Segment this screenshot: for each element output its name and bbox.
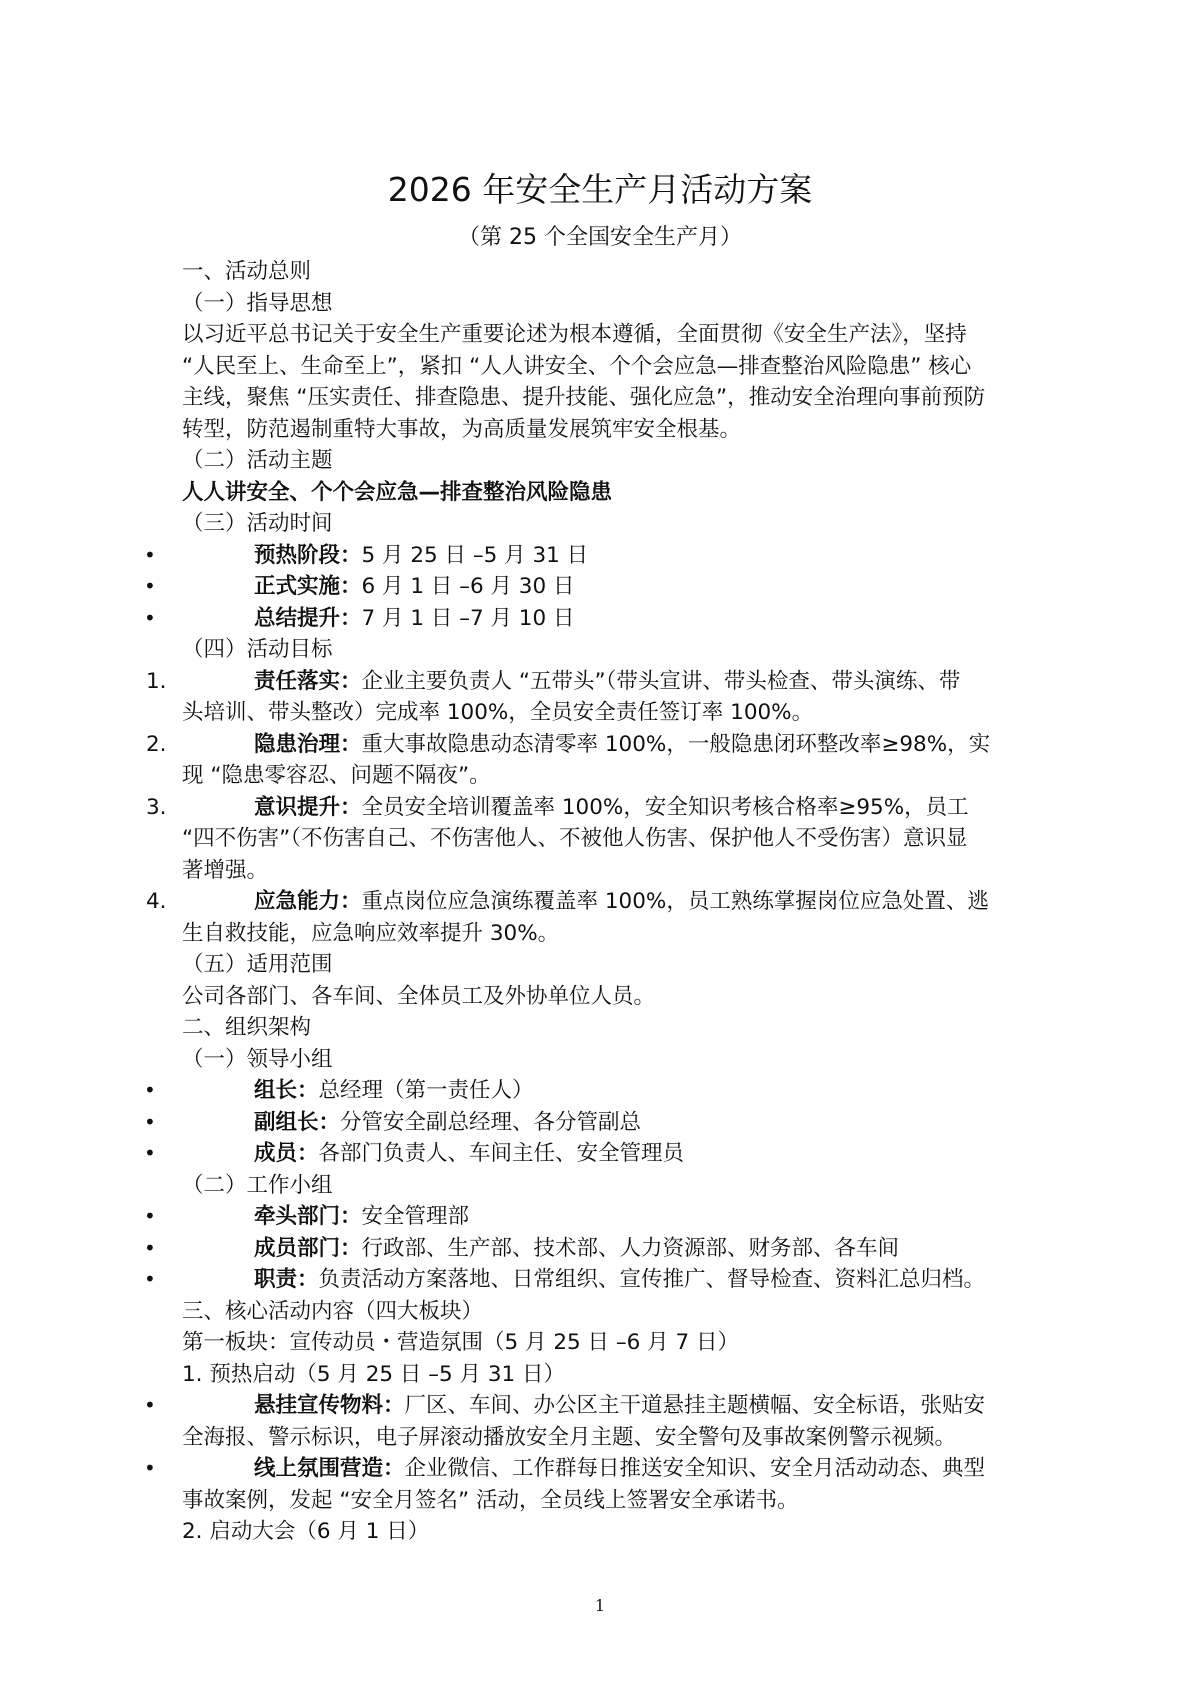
- item-text: 7 月 1 日 –7 月 10 日: [361, 605, 575, 631]
- item-continuation-line: “四不伤害”（不伤害自己、不伤害他人、不被他人伤害、保护他人不受伤害）意识显: [182, 826, 968, 851]
- bullet-icon: •: [144, 1456, 156, 1480]
- paragraph-line: 以习近平总书记关于安全生产重要论述为根本遵循，全面贯彻《安全生产法》，坚持: [182, 322, 967, 347]
- item-first-line: [182, 792, 1027, 824]
- item-continuation-line: 事故案例，发起 “安全月签名” 活动，全员线上签署安全承诺书。: [182, 1487, 799, 1513]
- bullet-icon: •: [144, 605, 156, 630]
- item-text: 负责活动方案落地、日常组织、宣传推广、督导检查、资料汇总归档。: [318, 1267, 986, 1292]
- item-label: 应急能力：: [254, 889, 362, 914]
- item-text: 5 月 25 日 –5 月 31 日: [361, 542, 589, 568]
- bullet-icon: •: [144, 1141, 156, 1165]
- paragraph-line: 转型，防范遏制重特大事故，为高质量发展筑牢安全根基。: [182, 416, 742, 442]
- paragraph-line: “人民至上、生命至上”，紧扣 “人人讲安全、个个会应急—排查整治风险隐患” 核心: [182, 353, 972, 379]
- bullet-item: [144, 571, 1027, 603]
- list-number: 3.: [146, 794, 167, 820]
- item-text: 分管安全副总经理、各分管副总: [340, 1109, 642, 1135]
- leadership-list: [144, 1075, 1027, 1170]
- document-title: 2026 年安全生产月活动方案: [387, 170, 813, 209]
- item-first-line: [182, 1201, 1027, 1233]
- item-label: 总结提升：: [254, 605, 362, 631]
- item-label: 正式实施：: [254, 574, 362, 599]
- item-label: 责任落实：: [254, 668, 362, 694]
- list-number: 1.: [146, 668, 167, 694]
- list-number: 2.: [146, 731, 167, 757]
- item-text: 重点岗位应急演练覆盖率 100%，员工熟练掌握岗位应急处置、逃: [361, 889, 989, 914]
- item-continuation-line: 头培训、带头整改）完成率 100%，全员安全责任签订率 100%。: [182, 700, 814, 725]
- scope-text: 公司各部门、各车间、全体员工及外协单位人员。: [182, 983, 656, 1009]
- subsection-heading: （一）领导小组: [182, 1046, 333, 1072]
- list-number: 4.: [146, 889, 167, 914]
- item-first-line: [182, 1075, 1027, 1107]
- item-first-line: [182, 729, 1027, 761]
- item-text: 厂区、车间、办公区主干道悬挂主题横幅、安全标语，张贴安: [404, 1393, 986, 1418]
- item-continuation-line: 生自救技能，应急响应效率提升 30%。: [182, 920, 560, 946]
- numbered-item: [146, 729, 1027, 792]
- bullet-icon: •: [144, 542, 156, 567]
- item-label: 预热阶段：: [254, 542, 362, 568]
- paragraph-line: 主线，聚焦 “压实责任、排查隐患、提升技能、强化应急”，推动安全治理向事前预防: [182, 385, 986, 410]
- item-label: 悬挂宣传物料：: [254, 1393, 405, 1418]
- item-text: 重大事故隐患动态清零率 100%，一般隐患闭环整改率≥98%，实: [361, 731, 991, 757]
- numbered-item: [146, 666, 1027, 729]
- item-label: 隐患治理：: [254, 731, 362, 757]
- section-heading: 一、活动总则: [182, 259, 312, 284]
- subsection-heading: （五）适用范围: [182, 952, 333, 977]
- item-first-line: [182, 1233, 1027, 1265]
- workgroup-list: [144, 1201, 1027, 1296]
- document-subtitle: （第 25 个全国安全生产月）: [458, 225, 742, 250]
- bullet-item: [144, 1453, 1027, 1516]
- schedule-list: [144, 540, 1027, 635]
- item-first-line: [182, 1390, 1027, 1422]
- item-first-line: [182, 540, 1027, 572]
- item-first-line: [182, 1138, 1027, 1170]
- bullet-item: [144, 1390, 1027, 1453]
- item-label: 线上氛围营造：: [254, 1456, 405, 1481]
- item-text: 6 月 1 日 –6 月 30 日: [361, 574, 575, 599]
- item-first-line: [182, 886, 1027, 918]
- activity-theme: 人人讲安全、个个会应急—排查整治风险隐患: [182, 479, 613, 505]
- item-label: 成员部门：: [254, 1235, 362, 1261]
- guiding-ideology-paragraph: [182, 319, 1027, 445]
- bullet-item: [144, 1107, 1027, 1139]
- bullet-item: [144, 1264, 1027, 1296]
- item-first-line: [182, 1453, 1027, 1485]
- item-text: 企业微信、工作群每日推送安全知识、安全月活动动态、典型: [404, 1456, 986, 1481]
- item-heading: 2. 启动大会（6 月 1 日）: [182, 1519, 430, 1544]
- item-label: 组长：: [254, 1078, 319, 1103]
- subsection-heading: （二）活动主题: [182, 448, 333, 473]
- item-first-line: [182, 603, 1027, 635]
- item-first-line: [182, 1264, 1027, 1296]
- subsection-heading: （一）指导思想: [182, 290, 333, 316]
- item-continuation-line: 著增强。: [182, 857, 269, 883]
- bullet-icon: •: [144, 1393, 156, 1417]
- bullet-item: [144, 603, 1027, 635]
- item-text: 总经理（第一责任人）: [318, 1078, 534, 1103]
- bullet-icon: •: [144, 1078, 156, 1102]
- item-text: 行政部、生产部、技术部、人力资源部、财务部、各车间: [361, 1235, 900, 1261]
- bullet-icon: •: [144, 574, 156, 598]
- bullet-item: [144, 1233, 1027, 1265]
- item-text: 全员安全培训覆盖率 100%，安全知识考核合格率≥95%，员工: [361, 794, 969, 820]
- item-label: 成员：: [254, 1141, 319, 1166]
- subsection-heading: （四）活动目标: [182, 637, 333, 662]
- item-first-line: [182, 571, 1027, 603]
- subsection-heading: （三）活动时间: [182, 511, 333, 536]
- item-label: 牵头部门：: [254, 1204, 362, 1229]
- item-text: 企业主要负责人 “五带头”（带头宣讲、带头检查、带头演练、带: [361, 668, 961, 694]
- section-heading: 二、组织架构: [182, 1015, 312, 1040]
- bullet-icon: •: [144, 1235, 156, 1260]
- block-heading: 第一板块：宣传动员・营造氛围（5 月 25 日 –6 月 7 日）: [182, 1330, 739, 1355]
- bullet-icon: •: [144, 1204, 156, 1228]
- item-heading: 1. 预热启动（5 月 25 日 –5 月 31 日）: [182, 1361, 566, 1387]
- goals-list: [146, 666, 1027, 950]
- item-continuation-line: 全海报、警示标识，电子屏滚动播放安全月主题、安全警句及事故案例警示视频。: [182, 1424, 957, 1450]
- item-first-line: [182, 1107, 1027, 1139]
- document-body: [144, 256, 1027, 1548]
- bullet-icon: •: [144, 1109, 156, 1134]
- item-label: 职责：: [254, 1267, 319, 1292]
- item-label: 副组长：: [254, 1109, 341, 1135]
- promotion-list: [144, 1390, 1027, 1516]
- item-label: 意识提升：: [254, 794, 362, 820]
- item-text: 各部门负责人、车间主任、安全管理员: [318, 1141, 685, 1166]
- item-continuation-line: 现 “隐患零容忍、问题不隔夜”。: [182, 763, 491, 788]
- bullet-item: [144, 1138, 1027, 1170]
- page-number: 1: [594, 1596, 606, 1615]
- bullet-item: [144, 1075, 1027, 1107]
- item-text: 安全管理部: [361, 1204, 470, 1229]
- bullet-item: [144, 1201, 1027, 1233]
- section-heading: 三、核心活动内容（四大板块）: [182, 1298, 484, 1324]
- numbered-item: [146, 792, 1027, 887]
- numbered-item: [146, 886, 1027, 949]
- bullet-icon: •: [144, 1267, 156, 1291]
- subsection-heading: （二）工作小组: [182, 1172, 333, 1198]
- item-first-line: [182, 666, 1027, 698]
- bullet-item: [144, 540, 1027, 572]
